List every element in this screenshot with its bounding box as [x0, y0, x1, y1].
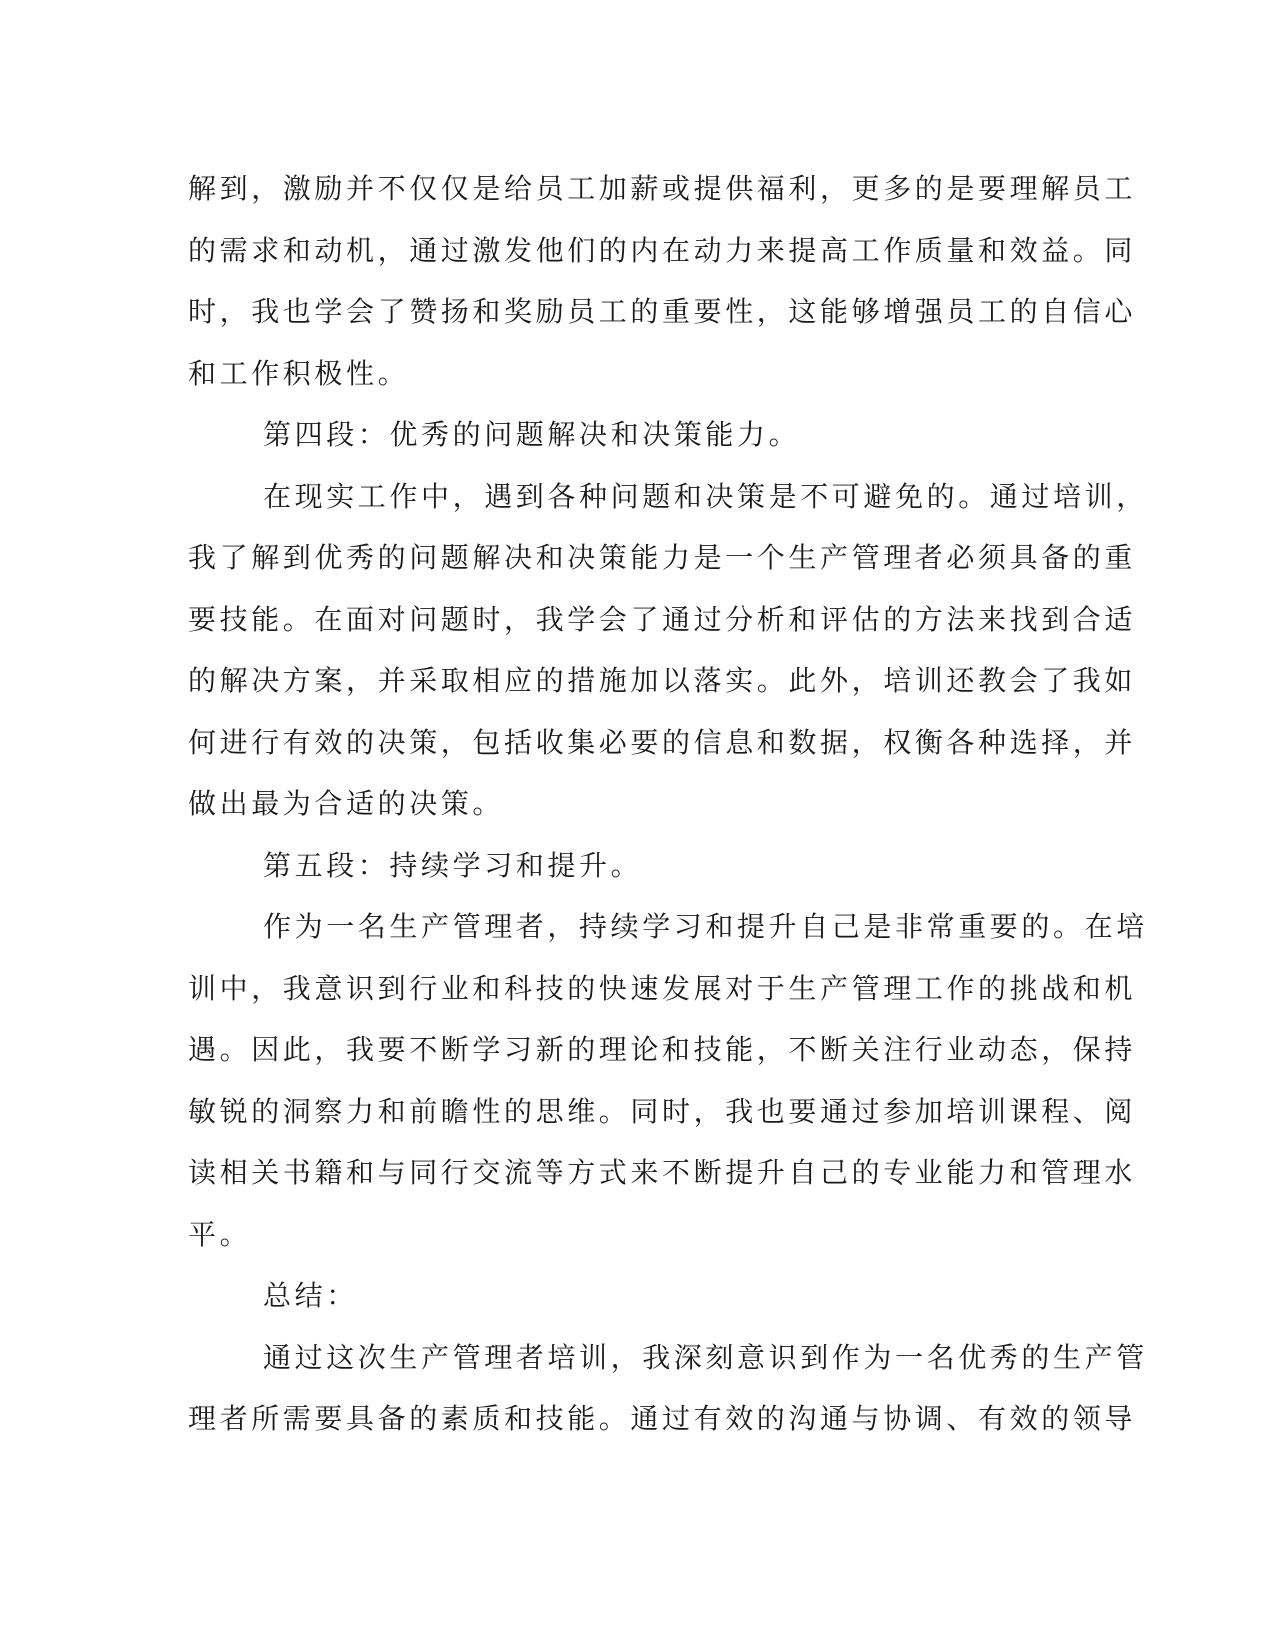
text-line: 敏锐的洞察力和前瞻性的思维。同时，我也要通过参加培训课程、阅	[188, 1094, 1137, 1128]
text-line: 训中，我意识到行业和科技的快速发展对于生产管理工作的挑战和机	[188, 971, 1137, 1005]
text-line: 作为一名生产管理者，持续学习和提升自己是非常重要的。在培	[263, 910, 1148, 943]
section-heading: 第五段：持续学习和提升。	[263, 848, 643, 882]
text-line: 解到，激励并不仅仅是给员工加薪或提供福利，更多的是要理解员工	[188, 172, 1137, 205]
text-line: 理者所需要具备的素质和技能。通过有效的沟通与协调、有效的领导	[188, 1402, 1137, 1435]
text-line: 读相关书籍和与同行交流等方式来不断提升自己的专业能力和管理水	[188, 1156, 1137, 1189]
text-line: 做出最为合适的决策。	[188, 787, 505, 820]
text-line: 的解决方案，并采取相应的措施加以落实。此外，培训还教会了我如	[188, 664, 1137, 697]
body-text	[188, 158, 1148, 1450]
text-line: 我了解到优秀的问题解决和决策能力是一个生产管理者必须具备的重	[188, 541, 1137, 574]
text-line: 时，我也学会了赞扬和奖励员工的重要性，这能够增强员工的自信心	[188, 295, 1137, 328]
text-line: 通过这次生产管理者培训，我深刻意识到作为一名优秀的生产管	[263, 1340, 1148, 1374]
text-line: 在现实工作中，遇到各种问题和决策是不可避免的。通过培训，	[263, 479, 1148, 513]
text-line: 平。	[188, 1217, 252, 1251]
section-heading: 总结：	[263, 1279, 358, 1312]
section-heading: 第四段：优秀的问题解决和决策能力。	[263, 418, 801, 451]
text-line: 要技能。在面对问题时，我学会了通过分析和评估的方法来找到合适	[188, 602, 1137, 636]
text-line: 何进行有效的决策，包括收集必要的信息和数据，权衡各种选择，并	[188, 725, 1137, 759]
text-line: 遇。因此，我要不断学习新的理论和技能，不断关注行业动态，保持	[188, 1033, 1137, 1066]
text-line: 的需求和动机，通过激发他们的内在动力来提高工作质量和效益。同	[188, 233, 1137, 267]
text-line: 和工作积极性。	[188, 356, 410, 390]
